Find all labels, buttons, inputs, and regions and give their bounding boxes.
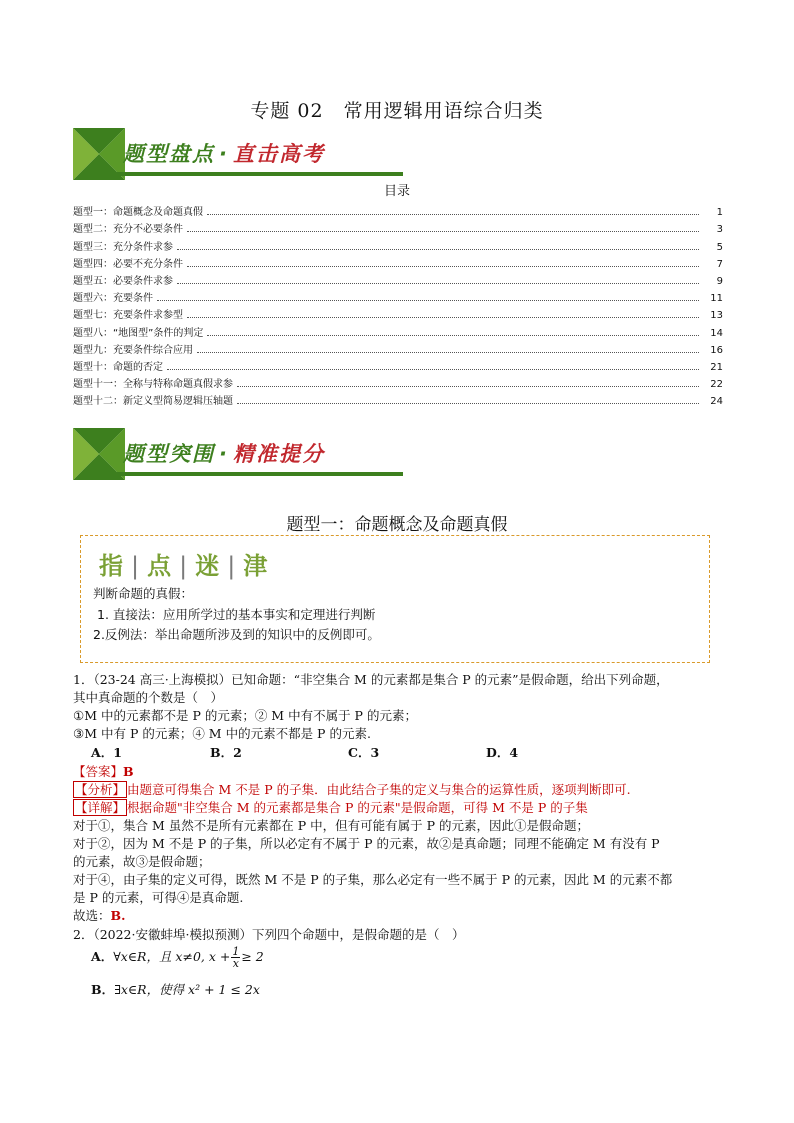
banner-practice-lead: 题型突围: [123, 442, 215, 466]
q2-option-a-math-1: ∀x∈R，且 x≠0, x +: [113, 949, 231, 964]
q1-items-1: ①M 中的元素都不是 P 的元素；② M 中有不属于 P 的元素；: [73, 708, 417, 723]
q1-option-b[interactable]: B．2: [210, 745, 242, 760]
banner-practice-tail: 精准提分: [232, 442, 325, 466]
q1-analysis-line: [73, 780, 631, 798]
q2-option-a-math-2: ≥ 2: [241, 949, 264, 964]
q1-choose-line: [73, 906, 125, 924]
toc-page: 1: [716, 207, 723, 219]
toc-leader: [167, 369, 699, 370]
toc-leader: [187, 266, 699, 267]
tip-separator: |: [179, 552, 190, 580]
toc-row[interactable]: [73, 304, 723, 321]
q1-stem-2: 其中真命题的个数是（ ）: [73, 690, 224, 705]
toc-page: 14: [710, 327, 723, 339]
q1-items-2: ③M 中有 P 的元素；④ M 中的元素不都是 P 的元素.: [73, 726, 371, 741]
tip-line-2: 2.反例法：举出命题所涉及到的知识中的反例即可。: [93, 627, 380, 642]
toc-row[interactable]: [73, 321, 723, 338]
toc-leader: [237, 386, 699, 387]
toc-row[interactable]: [73, 339, 723, 356]
q2-option-a[interactable]: [91, 946, 264, 969]
toc-row[interactable]: [73, 270, 723, 287]
banner-overview-lead: 题型盘点: [123, 142, 215, 166]
q2-stem: 2．（2022·安徽蚌埠·模拟预测）下列四个命题中，是假命题的是（ ）: [73, 927, 465, 942]
q2-option-a-label: A．: [91, 949, 114, 964]
analysis-tag: 【分析】: [75, 782, 126, 797]
banner-overview-tail: 直击高考: [232, 142, 325, 166]
toc-label: 题型五：必要条件求参: [73, 275, 173, 287]
page-title: 专题 02 常用逻辑用语综合归类: [250, 100, 544, 122]
toc-label: 题型十二：新定义型简易逻辑压轴题: [73, 396, 233, 408]
toc-label: 题型二：充分不必要条件: [73, 224, 183, 236]
toc-row[interactable]: [73, 287, 723, 304]
toc-label: 题型三：充分条件求参: [73, 241, 173, 253]
q1-detail-line: [73, 798, 588, 816]
analysis-text: 由题意可得集合 M 不是 P 的子集．由此结合子集的定义与集合的运算性质，逐项判断即可.: [127, 782, 631, 797]
tip-separator: |: [131, 552, 142, 580]
tip-box: [80, 535, 710, 663]
tip-heading-char: 迷: [195, 552, 222, 580]
toc-leader: [177, 249, 699, 250]
q1-answer-line: [73, 762, 134, 780]
choose-tag: 故选：: [73, 908, 111, 923]
tip-heading-char: 津: [243, 552, 270, 580]
toc-label: 题型一：命题概念及命题真假: [73, 207, 203, 219]
detail-text: 根据命题"非空集合 M 的元素都是集合 P 的元素"是假命题，可得 M 不是 P 的子集: [127, 800, 588, 815]
toc-row[interactable]: [73, 201, 723, 218]
tip-intro: 判断命题的真假：: [93, 586, 194, 601]
q1-option-c[interactable]: C．3: [348, 745, 380, 760]
toc-page: 7: [716, 258, 723, 270]
q1-option-d[interactable]: D．4: [486, 745, 519, 760]
toc-page: 11: [710, 293, 723, 305]
banner-overview-dot: ·: [219, 142, 229, 166]
tip-heading-char: 指: [99, 552, 125, 580]
toc-page: 21: [710, 361, 723, 373]
toc-page: 24: [710, 396, 723, 408]
toc-label: 题型八：“地图型”条件的判定: [73, 327, 204, 339]
q1-option-a[interactable]: A．1: [91, 745, 122, 760]
answer-value: B: [123, 764, 134, 779]
fraction-denominator: x: [232, 957, 239, 970]
table-of-contents: [73, 201, 723, 407]
q1-stem-1: 1．（23-24 高三·上海模拟）已知命题：“非空集合 M 的元素都是集合 P 的元素”是假命题，给出下列命题，: [73, 672, 669, 687]
toc-leader: [187, 231, 699, 232]
toc-leader: [157, 300, 699, 301]
tip-heading: [99, 546, 269, 581]
q2-option-b[interactable]: [91, 980, 260, 998]
toc-row[interactable]: [73, 373, 723, 390]
banner-practice: [73, 428, 403, 480]
toc-row[interactable]: [73, 218, 723, 235]
section-title: 题型一：命题概念及命题真假: [286, 515, 508, 535]
toc-row[interactable]: [73, 253, 723, 270]
q1-detail-2a: 对于②，因为 M 不是 P 的子集，所以必定有不属于 P 的元素，故②是真命题；同理不能确定 M 有没有 P: [73, 836, 660, 851]
choose-value: B.: [110, 908, 126, 923]
q2-option-b-label: B．: [91, 982, 115, 997]
banner-overview-text: [123, 134, 325, 174]
banner-practice-dot: ·: [219, 442, 229, 466]
q1-detail-2b: 的元素，故③是假命题；: [73, 854, 211, 869]
toc-leader: [207, 335, 699, 336]
q1-detail-1: 对于①，集合 M 虽然不是所有元素都在 P 中，但有可能有属于 P 的元素，因此①是假命题；: [73, 818, 589, 833]
answer-tag: 【答案】: [73, 764, 124, 779]
toc-leader: [187, 317, 699, 318]
banner-practice-text: [123, 434, 325, 474]
q1-detail-3a: 对于④，由子集的定义可得，既然 M 不是 P 的子集，那么必定有一些不属于 P 的元素，因此 M 的元素不都: [73, 872, 673, 887]
toc-label: 题型十一：全称与特称命题真假求参: [73, 379, 233, 391]
toc-row[interactable]: [73, 235, 723, 252]
toc-page: 16: [710, 344, 723, 356]
toc-title: 目录: [383, 184, 410, 199]
toc-row[interactable]: [73, 390, 723, 407]
q2-option-a-fraction: [231, 946, 240, 969]
toc-label: 题型四：必要不充分条件: [73, 258, 183, 270]
q1-detail-3b: 是 P 的元素，可得④是真命题.: [73, 890, 244, 905]
tip-separator: |: [227, 552, 238, 580]
toc-label: 题型十：命题的否定: [73, 361, 163, 373]
q2-option-b-math: ∃x∈R，使得 x² + 1 ≤ 2x: [114, 982, 260, 997]
toc-page: 22: [710, 379, 723, 391]
toc-label: 题型七：充要条件求参型: [73, 310, 183, 322]
toc-leader: [177, 283, 699, 284]
toc-label: 题型九：充要条件综合应用: [73, 344, 193, 356]
toc-row[interactable]: [73, 356, 723, 373]
toc-label: 题型六：充要条件: [73, 293, 153, 305]
toc-page: 13: [710, 310, 723, 322]
banner-overview: [73, 128, 403, 180]
toc-leader: [197, 352, 699, 353]
detail-tag: 【详解】: [75, 800, 126, 815]
toc-leader: [237, 403, 699, 404]
toc-page: 3: [716, 224, 723, 236]
fraction-numerator: 1: [232, 945, 240, 958]
toc-leader: [207, 214, 699, 215]
tip-line-1: 1. 直接法：应用所学过的基本事实和定理进行判断: [97, 607, 376, 622]
toc-page: 9: [716, 275, 723, 287]
toc-page: 5: [716, 241, 723, 253]
tip-heading-char: 点: [147, 552, 174, 580]
